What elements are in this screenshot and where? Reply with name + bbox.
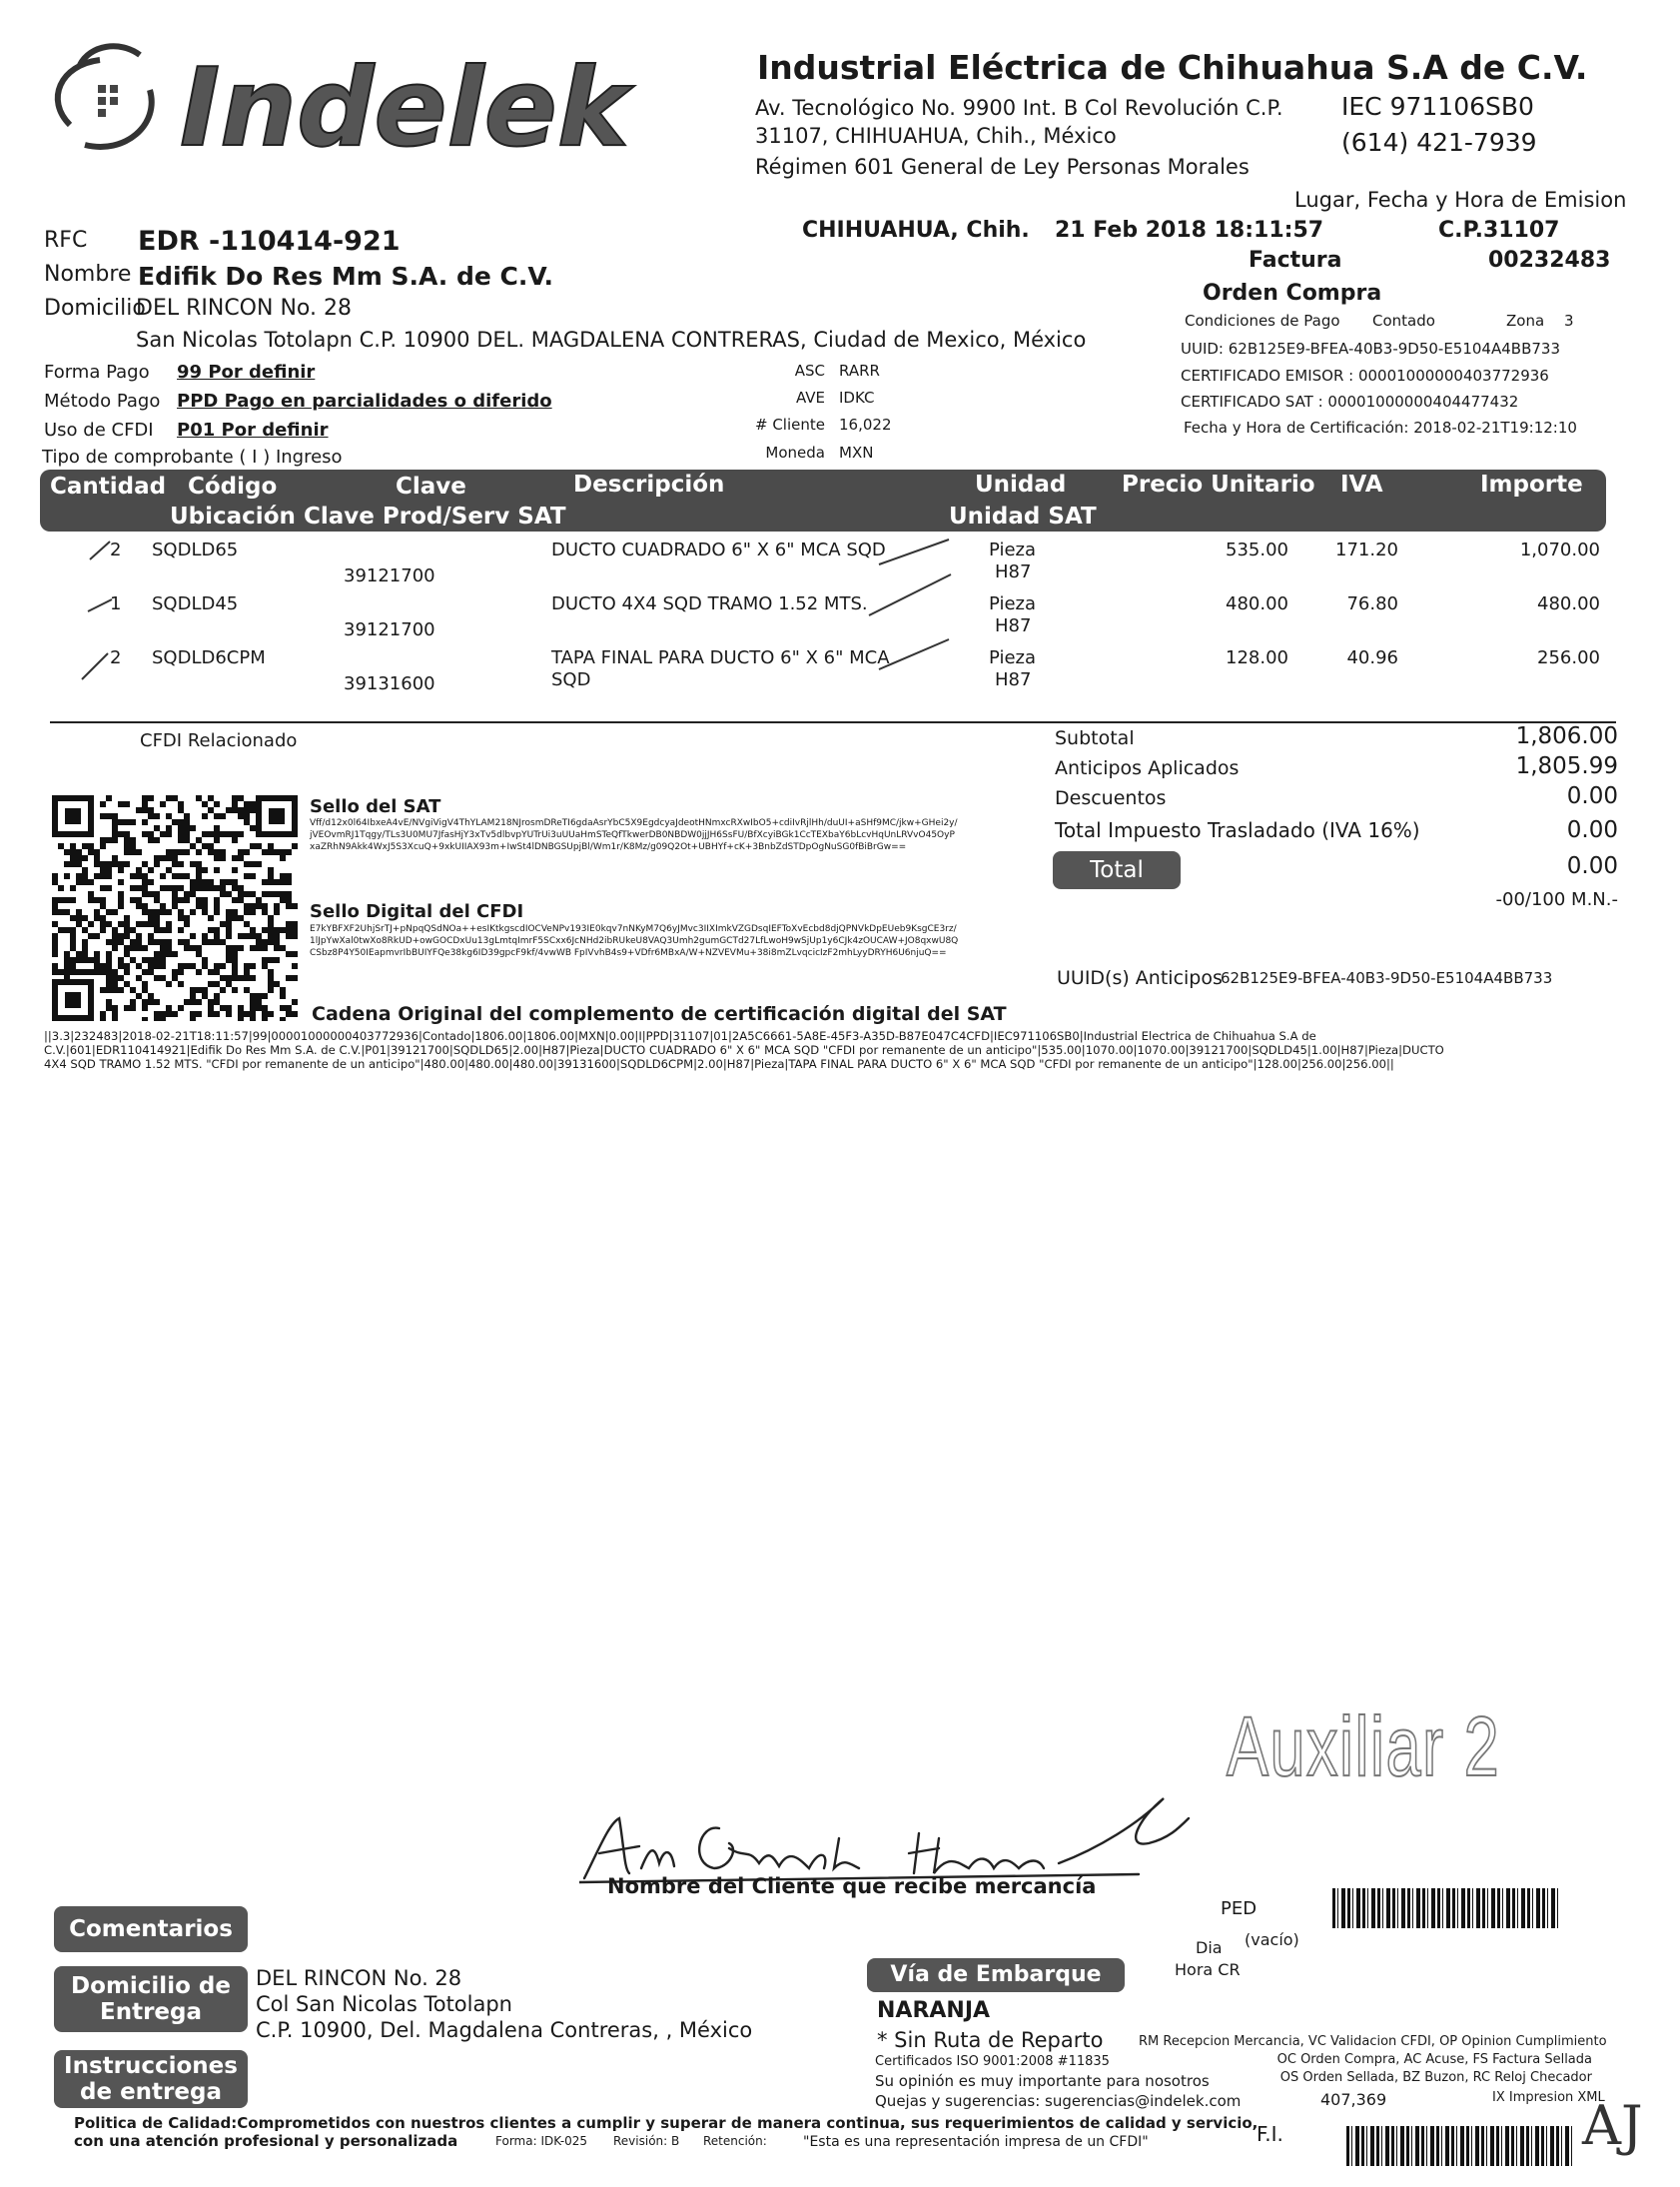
ruta: * Sin Ruta de Reparto <box>877 2028 1104 2052</box>
total-value: 0.00 <box>1566 853 1618 879</box>
ave-label: AVE <box>795 389 825 407</box>
descuentos-label: Descuentos <box>1055 787 1167 809</box>
sello-sat-line-2: jVEOvmRJ1Tqgy/TLs3U0MU7JfasHjY3xTv5dlbvpYUTrUi3uUUaHmSTeQfTkwerDB0NBDW0jjJH6SsFU/BfXcyiBGk1CcTEXbaY6bLcvHqUnLRVvO45OyP <box>310 830 955 840</box>
cell-clave-sat: 39121700 <box>344 565 435 586</box>
header-codigo: Código <box>188 474 278 500</box>
header-clave: Clave <box>396 474 466 500</box>
cell-importe: 480.00 <box>1537 593 1600 614</box>
issuer-regime: Régimen 601 General de Ley Personas Morales <box>755 155 1250 179</box>
header-ubicacion: Ubicación <box>170 504 296 530</box>
zona-value: 3 <box>1564 312 1574 330</box>
cell-iva: 40.96 <box>1346 647 1398 668</box>
cell-precio: 535.00 <box>1226 540 1288 560</box>
instrucciones-label: Instrucciones de entrega <box>54 2050 248 2108</box>
orden-compra-label: Orden Compra <box>1203 281 1382 306</box>
sello-cfdi-line-1: E7kYBFXF2UhjSrTJ+pNpqQSdNOa++esIKtkgscdIOCVeNPv193IE0kqv7nNKyM7Q6yJMvc3IIXImkVZGDsqIEFToXvEcbd8djQPNVkDpEUeb9KsgCE3rz/ <box>310 924 957 934</box>
factura-number: 00232483 <box>1488 248 1611 273</box>
cell-clave-sat: 39131600 <box>344 673 435 694</box>
moneda-value: MXN <box>839 444 874 462</box>
descuentos-value: 0.00 <box>1566 783 1618 809</box>
header-iva: IVA <box>1340 472 1383 498</box>
ped-label: PED <box>1221 1898 1258 1919</box>
cert-emisor: CERTIFICADO EMISOR : 00001000000403772936 <box>1181 367 1549 385</box>
cell-descripcion: DUCTO CUADRADO 6" X 6" MCA SQD <box>551 540 886 560</box>
cell-unidad: Pieza <box>989 593 1037 614</box>
metodo-pago-value: PPD Pago en parcialidades o diferido <box>177 391 552 412</box>
cliente-label: # Cliente <box>755 416 825 434</box>
cell-importe: 1,070.00 <box>1519 540 1600 560</box>
representacion: "Esta es una representación impresa de un CFDI" <box>803 2134 1149 2150</box>
total-label: Total <box>1053 851 1181 889</box>
cell-cantidad: 1 <box>110 593 122 614</box>
cell-precio: 480.00 <box>1226 593 1288 614</box>
sello-cfdi-line-3: CSbz8P4Y50IEapmvrIbBUIYFQe38kg6ID39gpcF9kf/4vwWB FpIVvhB4s9+VDfr6MBxA/W+NZVEVMu+38i8mZLvqcicIzF2mhLyyDRYH6U6njuQ== <box>310 948 947 958</box>
logo-wordmark: Indelek <box>180 46 629 170</box>
cell-unidad: Pieza <box>989 540 1037 560</box>
opinion: Su opinión es muy importante para nosotros <box>875 2072 1210 2090</box>
forma-code: Forma: IDK-025 <box>495 2134 588 2148</box>
uuid: UUID: 62B125E9-BFEA-40B3-9D50-E5104A4BB733 <box>1181 340 1560 358</box>
asc-value: RARR <box>839 362 880 380</box>
metodo-pago-label: Método Pago <box>44 391 161 412</box>
footer-number: 407,369 <box>1320 2090 1387 2109</box>
issuer-rfc: IEC 971106SB0 <box>1341 92 1534 121</box>
cert-sat: CERTIFICADO SAT : 00001000000404477432 <box>1181 393 1519 411</box>
sello-sat-line-1: Vff/d12x0l64IbxeA4vE/NVgiVigV4ThYLAM218NJrosmDReTI6gdaAsrYbC5X9EgdcyaJdeotHNmxcRXwIbO5+cdiIvRjlHh/duUI+aSHf9MC/jkw+GHei2y/ <box>310 818 958 828</box>
uuid-anticipos-value: 62B125E9-BFEA-40B3-9D50-E5104A4BB733 <box>1221 969 1553 987</box>
subtotal-label: Subtotal <box>1055 727 1135 749</box>
retencion: Retención: <box>703 2134 767 2148</box>
legend-4: IX Impresion XML <box>1492 2090 1605 2105</box>
header-precio: Precio Unitario <box>1122 472 1315 498</box>
nombre-label: Nombre <box>44 262 132 287</box>
cell-descripcion-2: SQD <box>551 669 591 690</box>
domicilio-label: Domicilio <box>44 296 146 321</box>
client-address-2: San Nicolas Totolapn C.P. 10900 DEL. MAGDALENA CONTRERAS, Ciudad de Mexico, México <box>136 328 1087 352</box>
via-embarque-value: NARANJA <box>877 1998 991 2023</box>
client-address-1: DEL RINCON No. 28 <box>136 296 352 321</box>
entrega-line-1: DEL RINCON No. 28 <box>256 1966 462 1990</box>
table-divider <box>50 721 1616 723</box>
fi-label: F.I. <box>1257 2122 1283 2146</box>
cell-codigo: SQDLD6CPM <box>152 647 266 668</box>
cadena-line-2: C.V.|601|EDR110414921|Edifik Do Res Mm S.A. de C.V.|P01|39121700|SQDLD65|2.00|H87|Pieza|DUCTO CUADRADO 6" X 6" MCA SQD "CFDI por remanente de un anticipo"|535.00|1070.00|1070.00|39121700|SQDLD45|1.00|H87|Pieza|DUCTO <box>44 1043 1444 1057</box>
uso-cfdi-value: P01 Por definir <box>177 420 329 441</box>
header-importe: Importe <box>1480 472 1583 498</box>
issuer-address-2: 31107, CHIHUAHUA, Chih., México <box>755 124 1117 148</box>
qr-code <box>52 795 298 1021</box>
asc-label: ASC <box>794 362 825 380</box>
entrega-line-2: Col San Nicolas Totolapn <box>256 1992 512 2016</box>
cell-iva: 171.20 <box>1335 540 1398 560</box>
anticipos-value: 1,805.99 <box>1515 753 1618 779</box>
cell-descripcion: TAPA FINAL PARA DUCTO 6" X 6" MCA <box>551 647 890 668</box>
fecha-cert: Fecha y Hora de Certificación: 2018-02-21T19:12:10 <box>1184 419 1577 437</box>
cfdi-relacionado: CFDI Relacionado <box>140 730 298 751</box>
iso: Certificados ISO 9001:2008 #11835 <box>875 2054 1110 2069</box>
cell-unidad-sat: H87 <box>995 561 1032 582</box>
auxiliar-stamp: Auxiliar 2 <box>1227 1699 1501 1793</box>
ave-value: IDKC <box>839 389 875 407</box>
cell-descripcion: DUCTO 4X4 SQD TRAMO 1.52 MTS. <box>551 593 868 614</box>
cell-unidad-sat: H87 <box>995 615 1032 636</box>
tipo-comprobante: Tipo de comprobante ( I ) Ingreso <box>42 447 343 468</box>
issuer-phone: (614) 421-7939 <box>1341 128 1537 157</box>
barcode-bottom <box>1346 2126 1572 2166</box>
dia-label: Dia <box>1196 1938 1223 1957</box>
items-table-header <box>40 470 1606 532</box>
company-logo <box>30 30 669 170</box>
condiciones-value: Contado <box>1372 312 1435 330</box>
header-unidad-sat: Unidad SAT <box>949 504 1097 530</box>
emission-label: Lugar, Fecha y Hora de Emision <box>1294 188 1627 212</box>
uso-cfdi-label: Uso de CFDI <box>44 420 154 441</box>
forma-pago-value: 99 Por definir <box>177 362 316 383</box>
via-embarque-label: Vía de Embarque <box>867 1958 1125 1992</box>
hora-label: Hora CR <box>1175 1960 1241 1979</box>
cell-unidad: Pieza <box>989 647 1037 668</box>
quejas: Quejas y sugerencias: sugerencias@indelek.com <box>875 2092 1242 2110</box>
signature-label: Nombre del Cliente que recibe mercancía <box>607 1874 1097 1898</box>
header-descripcion: Descripción <box>573 472 725 498</box>
client-rfc: EDR -110414-921 <box>138 226 401 257</box>
entrega-line-3: C.P. 10900, Del. Magdalena Contreras, , México <box>256 2018 753 2042</box>
cadena-label: Cadena Original del complemento de certificación digital del SAT <box>312 1003 1007 1025</box>
condiciones-label: Condiciones de Pago <box>1185 312 1340 330</box>
domicilio-entrega-label: Domicilio de Entrega <box>54 1966 248 2032</box>
revision: Revisión: B <box>613 2134 680 2148</box>
handwritten-initials: AJ <box>1582 2094 1643 2157</box>
cell-cantidad: 2 <box>110 540 122 560</box>
cliente-value: 16,022 <box>839 416 892 434</box>
politica-line-1: Politica de Calidad:Comprometidos con nuestros clientes a cumplir y superar de manera continua, sus requerimientos de calidad y servicio, <box>74 2114 1259 2132</box>
header-unidad: Unidad <box>975 472 1067 498</box>
client-name: Edifik Do Res Mm S.A. de C.V. <box>138 262 553 291</box>
emission-cp: C.P.31107 <box>1438 218 1560 243</box>
subtotal-value: 1,806.00 <box>1515 723 1618 749</box>
legend-2: OC Orden Compra, AC Acuse, FS Factura Sellada <box>1276 2052 1592 2067</box>
total-letra: -00/100 M.N.- <box>1495 889 1618 910</box>
anticipos-label: Anticipos Aplicados <box>1055 757 1240 779</box>
barcode-top <box>1332 1888 1558 1928</box>
cell-clave-sat: 39121700 <box>344 619 435 640</box>
impuesto-value: 0.00 <box>1566 817 1618 843</box>
header-cantidad: Cantidad <box>50 474 167 500</box>
sello-cfdi-label: Sello Digital del CFDI <box>310 901 524 922</box>
sello-cfdi-line-2: 1lJpYwXal0twXo8RkUD+owGOCDxUu13gLmtqImrF5SCxx6JcNHd2ibRUkeU8VAQ3Umh2gumGCTd27LfLwoH9wSjUp1y6CJk4zOUCAW+JO8qxwU8Q <box>310 936 959 946</box>
uuid-anticipos-label: UUID(s) Anticipos <box>1057 967 1223 989</box>
rfc-label: RFC <box>44 228 88 253</box>
forma-pago-label: Forma Pago <box>44 362 150 383</box>
sello-sat-label: Sello del SAT <box>310 796 441 817</box>
sello-sat-line-3: xaZRhN9Akk4WxJ5S3XcuQ+9xkUIIAX93m+IwSt4lDNBGSUpjBl/Wm1r/K8Mz/g09Q2Ot+UBHYf+cK+3BnbZdSTDpOgNuSG0fBiBrGw== <box>310 842 907 852</box>
cell-codigo: SQDLD65 <box>152 540 239 560</box>
legend-3: OS Orden Sellada, BZ Buzon, RC Reloj Checador <box>1279 2070 1592 2085</box>
impuesto-label: Total Impuesto Trasladado (IVA 16%) <box>1055 818 1420 842</box>
cell-precio: 128.00 <box>1226 647 1288 668</box>
zona-label: Zona <box>1506 312 1545 330</box>
cadena-line-3: 4X4 SQD TRAMO 1.52 MTS. "CFDI por remanente de un anticipo"|480.00|480.00|480.00|39131600|SQDLD6CPM|2.00|H87|Pieza|TAPA FINAL PARA DUCTO 6" X 6" MCA SQD "CFDI por remanente de un anticipo"|128.00|256.00|256.00|| <box>44 1057 1394 1071</box>
pen-check-marks <box>50 530 1049 689</box>
factura-label: Factura <box>1249 248 1342 273</box>
emission-place: CHIHUAHUA, Chih. <box>802 218 1030 243</box>
header-clave-prod: Clave Prod/Serv SAT <box>304 504 566 530</box>
moneda-label: Moneda <box>765 444 825 462</box>
cell-iva: 76.80 <box>1346 593 1398 614</box>
cell-importe: 256.00 <box>1537 647 1600 668</box>
cell-codigo: SQDLD45 <box>152 593 239 614</box>
issuer-name: Industrial Eléctrica de Chihuahua S.A de C.V. <box>757 48 1588 87</box>
cadena-line-1: ||3.3|232483|2018-02-21T18:11:57|99|00001000000403772936|Contado|1806.00|1806.00|MXN|0.00|I|PPD|31107|01|2A5C6661-5A8E-45F3-A35D-B87E047C4CFD|IEC971106SB0|Industrial Electrica de Chihuahua S.A de <box>44 1029 1316 1043</box>
dia-value: (vacío) <box>1245 1930 1299 1949</box>
comentarios-label: Comentarios <box>54 1906 248 1952</box>
emission-datetime: 21 Feb 2018 18:11:57 <box>1055 218 1324 243</box>
cell-cantidad: 2 <box>110 647 122 668</box>
legend-1: RM Recepcion Mercancia, VC Validacion CFDI, OP Opinion Cumplimiento <box>1139 2034 1607 2049</box>
issuer-address-1: Av. Tecnológico No. 9900 Int. B Col Revolución C.P. <box>755 96 1283 120</box>
handwritten-signature <box>579 1788 1199 1888</box>
cell-unidad-sat: H87 <box>995 669 1032 690</box>
politica-line-2: con una atención profesional y personalizada <box>74 2132 458 2150</box>
